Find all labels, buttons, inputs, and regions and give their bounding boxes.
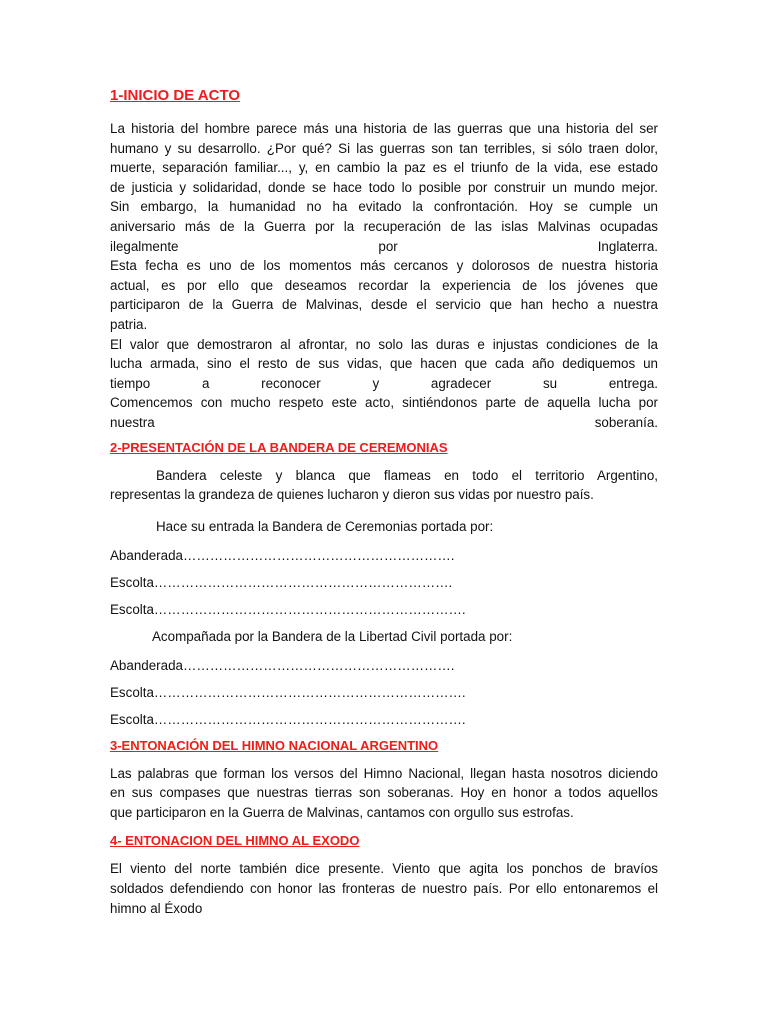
- text-line: Las palabras que forman los versos del Himno Nacional, llegan hasta nosotros diciendo: [110, 765, 658, 781]
- heading-himno-exodo: 4- ENTONACION DEL HIMNO AL EXODO: [110, 833, 360, 849]
- document-page: [110, 86, 658, 918]
- paragraph-inicio: [110, 119, 658, 433]
- text-line: lucha armada, sino el resto de sus vidas, que hacen que cada año dediquemos un: [110, 356, 658, 372]
- role-abanderada: Abanderada…………………………………………………….: [110, 547, 455, 563]
- text-line: representas la grandeza de quienes lucharon y dieron sus vidas por nuestro país.: [110, 487, 594, 503]
- text-line: himno al Éxodo: [110, 900, 203, 916]
- text-line: Comencemos con mucho respeto este acto, sintiéndonos parte de aquella lucha por: [110, 395, 658, 411]
- role-escolta: Escolta…………………………………………………………….: [110, 601, 466, 617]
- text-line: ilegalmente por Inglaterra.: [110, 238, 658, 254]
- text-line: Bandera celeste y blanca que flameas en todo el territorio Argentino,: [156, 467, 658, 483]
- role-escolta: Escolta………………………………………………………….: [110, 574, 453, 590]
- text-line: aniversario más de la Guerra por la recuperación de las islas Malvinas ocupadas: [110, 218, 658, 234]
- role-escolta: Escolta…………………………………………………………….: [110, 684, 466, 700]
- text-line: que participaron en la Guerra de Malvinas, cantamos con orgullo sus estrofas.: [110, 804, 574, 820]
- text-line: soldados defendiendo con honor las fronteras de nuestro país. Por ello entonaremos el: [110, 881, 658, 897]
- heading-presentacion-bandera: 2-PRESENTACIÓN DE LA BANDERA DE CEREMONIAS: [110, 439, 448, 455]
- text-line: en sus compases que nuestras tierras son soberanas. Hoy en honor a todos aquellos: [110, 785, 658, 801]
- text-line: La historia del hombre parece más una historia de las guerras que una historia del ser: [110, 121, 658, 136]
- text-line: participaron de la Guerra de Malvinas, desde el servicio que han hecho a nuestra: [110, 297, 658, 313]
- heading-himno-nacional: 3-ENTONACIÓN DEL HIMNO NACIONAL ARGENTINO: [110, 737, 439, 753]
- paragraph-himno-exodo: [110, 859, 658, 918]
- accompanied-text: Acompañada por la Bandera de la Libertad Civil portada por:: [152, 628, 513, 644]
- text-line: de justicia y solidaridad, donde se hace todo lo posible por construir un mundo mejor.: [110, 179, 658, 195]
- text-line: tiempo a reconocer y agradecer su entrega.: [110, 375, 658, 391]
- role-escolta: Escolta…………………………………………………………….: [110, 711, 466, 727]
- paragraph-bandera-intro: [110, 466, 658, 505]
- text-line: Sin embargo, la humanidad no ha evitado la confrontación. Hoy se cumple un: [110, 199, 658, 215]
- text-line: muerte, separación familiar..., y, en cambio la paz es el triunfo de la vida, ese estado: [110, 160, 658, 176]
- text-line: actual, es por ello que deseamos recordar la experiencia de los jóvenes que: [110, 277, 658, 293]
- role-abanderada: Abanderada…………………………………………………….: [110, 657, 455, 673]
- text-line: El valor que demostraron al afrontar, no solo las duras e injustas condiciones de la: [110, 336, 658, 352]
- text-line: nuestra soberanía.: [110, 414, 658, 430]
- text-line: El viento del norte también dice presente. Viento que agita los ponchos de bravíos: [110, 861, 658, 877]
- heading-inicio-de-acto: 1-INICIO DE ACTO: [110, 87, 241, 104]
- text-line: humano y su desarrollo. ¿Por qué? Si las guerras son tan terribles, si sólo traen dolor,: [110, 140, 658, 156]
- entrance-text: Hace su entrada la Bandera de Ceremonias portada por:: [156, 518, 494, 534]
- text-line: patria.: [110, 316, 148, 332]
- text-line: Esta fecha es uno de los momentos más cercanos y dolorosos de nuestra historia: [110, 258, 658, 274]
- paragraph-himno-nacional: [110, 764, 658, 823]
